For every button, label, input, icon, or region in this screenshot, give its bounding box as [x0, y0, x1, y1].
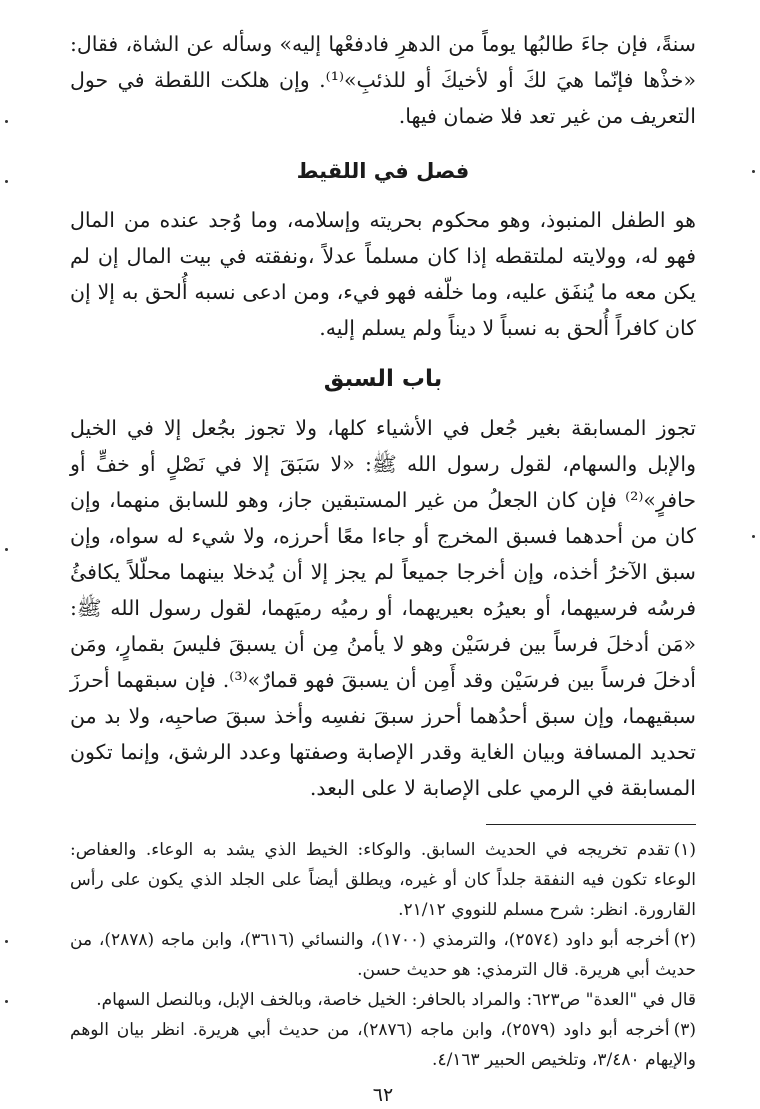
page-number: ٦٢ [372, 1084, 394, 1106]
footnote-2 [70, 925, 696, 985]
intro-paragraph: سنةً، فإن جاءَ طالبُها يوماً من الدهرِ فادفعْها إليه» وسأله عن الشاة، فقال: «خذْها فإنّما هيَ لكَ أو لأخيكَ أو للذئبِ»⁽¹⁾. وإن هلكت اللقطة في حول التعريف من غير تعد فلا ضمان فيها. [70, 32, 697, 128]
footnote-number: (٢) [673, 930, 696, 950]
scan-mark [5, 120, 8, 123]
footnote-text: قال في "العدة" ص٦٢٣: والمراد بالحافر: الخيل خاصة، وبالخف الإبل، وبالنصل السهام. [96, 990, 696, 1010]
scan-mark [5, 940, 8, 943]
laqit-paragraph: هو الطفل المنبوذ، وهو محكوم بحريته وإسلامه، وما وُجد عنده من المال فهو له، وولايته لملتقطه إذا كان مسلماً عدلاً ،ونفقته في بيت المال إن لم يكن معه ما يُنفَق عليه، وما خلّفه فهو فيء، ومن ادعى نسبه أُلحق به إلا إن كان كافراً أُلحق به نسباً لا ديناً ولم يسلم إليه. [70, 208, 696, 340]
footnote-separator [486, 824, 696, 825]
footnote-text: أخرجه أبو داود (٢٥٧٤)، والترمذي (١٧٠٠)، والنسائي (٣٦١٦)، وابن ماجه (٢٨٧٨)، من حديث أبي هريرة. قال الترمذي: هو حديث حسن. [70, 930, 696, 980]
footnote-number: (١) [673, 840, 696, 860]
footnote-1 [70, 835, 696, 925]
scan-mark [5, 180, 8, 183]
scan-mark [5, 1000, 8, 1003]
scan-mark [752, 535, 755, 538]
footnotes [70, 835, 696, 1075]
scan-mark [5, 548, 8, 551]
document-page [70, 26, 696, 1109]
section-heading-sabq: باب السبق [323, 366, 443, 392]
footnote-3 [70, 1015, 696, 1075]
footnote-2-note [70, 985, 696, 1015]
footnote-text: تقدم تخريجه في الحديث السابق. والوكاء: الخيط الذي يشد به الوعاء. والعفاص: الوعاء تكون فيه النفقة جلداً كان أو غيره، ويطلق أيضاً على الجلد الذي يكون على رأس القارورة. انظر: شرح مسلم للنووي ٢١/١٢. [70, 840, 696, 920]
sabq-paragraph: تجوز المسابقة بغير جُعل في الأشياء كلها، ولا تجوز بجُعل إلا في الخيل والإبل والسهام، لقول رسول الله ﷺ: «لا سَبَقَ إلا في نَصْلٍ أو خفٍّ أو حافرٍ»⁽²⁾ فإن كان الجعلُ من غير المستبقين جاز، وهو للسابق منهما، وإن كان من أحدهما فسبق المخرج أو جاءا معًا أحرزه، ولا شيء له سواه، وإن سبق الآخرُ أخذه، وإن أخرجا جميعاً لم يجز إلا أن يُدخلا بينهما محلّلاً يكافئُ فرسُه فرسيهما، أو بعيرُه بعيريهما، أو رميُه رميَهما، لقول رسول الله ﷺ: «مَن أدخلَ فرساً بين فرسَيْن وهو لا يأمنُ مِن أن يسبقَ فليسَ بقمارٍ، ومَن أدخلَ فرساً بين فرسَيْن وقد أَمِن أن يسبقَ فهو قمارٌ»⁽³⁾. فإن سبقهما أحرزَ سبقيهما، وإن سبق أحدُهما أحرز سبقَ نفسِه وأخذ سبقَ صاحبِه، ولا بد من تحديد المسافة وبيان الغاية وقدر الإصابة وصفتها وعدد الرشق، وإنما تكون المسابقة في الرمي على الإصابة لا على البعد. [70, 416, 697, 800]
footnote-number: (٣) [673, 1020, 697, 1040]
section-heading-laqit: فصل في اللقيط [296, 159, 470, 183]
footnote-text: أخرجه أبو داود (٢٥٧٩)، وابن ماجه (٢٨٧٦)، من حديث أبي هريرة. انظر بيان الوهم والإيهام ٣/٤٨٠، وتلخيص الحبير ٤/١٦٣. [70, 1020, 696, 1070]
scan-mark [752, 170, 755, 173]
